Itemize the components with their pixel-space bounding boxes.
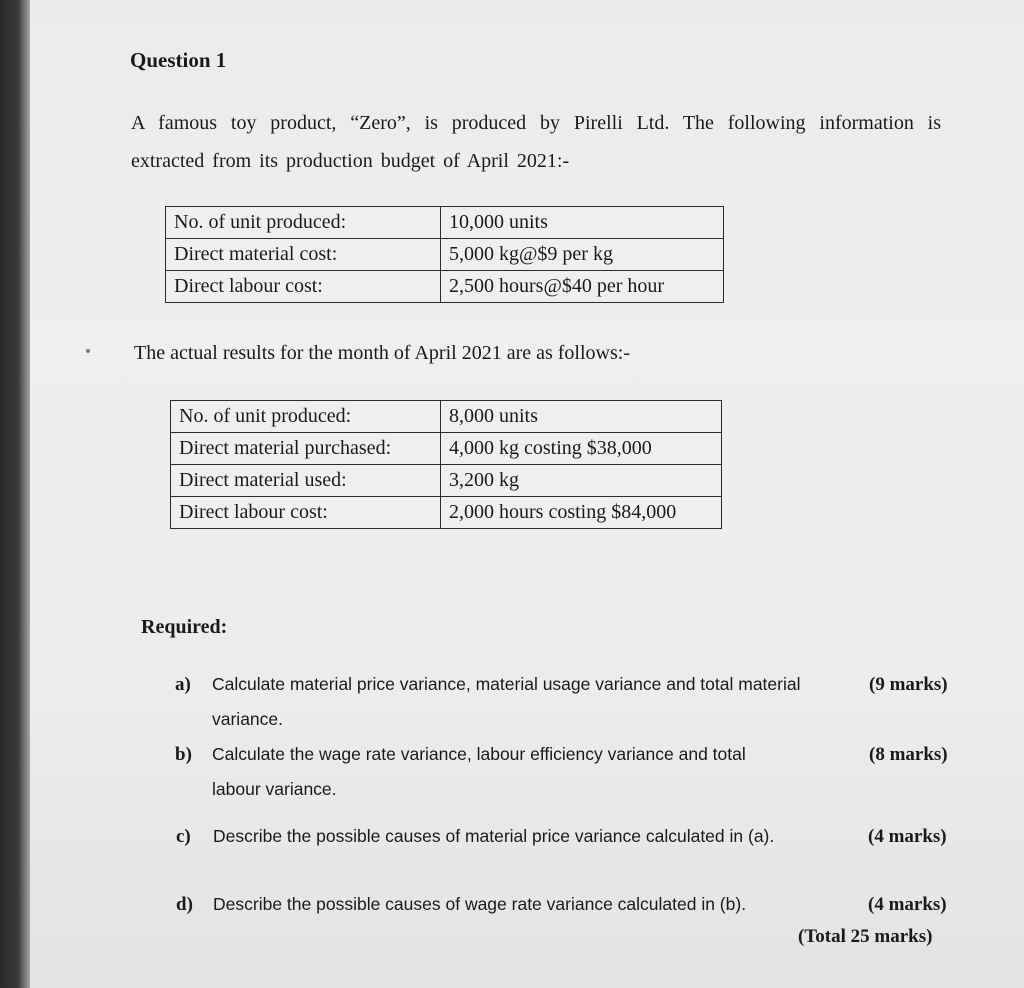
actual-value: 2,000 hours costing $84,000 [441,497,722,529]
question-intro: A famous toy product, “Zero”, is produced by Pirelli Ltd. The following information is extracted from its production budget of April 2021:- [131,112,941,172]
part-text-line1: Calculate material price variance, material usage variance and total material [212,674,801,694]
budget-value: 2,500 hours@$40 per hour [441,271,724,303]
actual-value: 3,200 kg [441,465,722,497]
required-part-a [175,667,975,737]
part-letter: a) [175,674,191,695]
part-marks: (4 marks) [868,894,947,915]
table-row [171,497,722,529]
actual-label: Direct labour cost: [171,497,441,529]
part-letter: b) [175,744,192,765]
actual-value: 8,000 units [441,401,722,433]
table-row [171,401,722,433]
part-marks: (4 marks) [868,826,947,847]
question-title: Question 1 [130,48,227,72]
budget-label: Direct labour cost: [166,271,441,303]
table-row [166,207,724,239]
actual-label: Direct material purchased: [171,433,441,465]
budget-label: No. of unit produced: [166,207,441,239]
table-row [171,433,722,465]
part-marks: (9 marks) [869,674,948,695]
part-text-line2: variance. [212,709,284,729]
budget-table [165,206,724,303]
table-row [171,465,722,497]
part-marks: (8 marks) [869,744,948,765]
actual-label: No. of unit produced: [171,401,441,433]
stray-dot [86,349,90,353]
actual-label: Direct material used: [171,465,441,497]
table-row [166,271,724,303]
actual-results-table [170,400,722,529]
table-row [166,239,724,271]
part-text-line1: Calculate the wage rate variance, labour efficiency variance and total [212,744,746,764]
document-page [30,0,1024,988]
actual-value: 4,000 kg costing $38,000 [441,433,722,465]
part-text-line2: labour variance. [212,779,337,799]
budget-label: Direct material cost: [166,239,441,271]
budget-value: 5,000 kg@$9 per kg [441,239,724,271]
required-heading: Required: [141,616,228,638]
part-letter: c) [176,826,191,847]
part-letter: d) [176,894,193,915]
actual-results-intro: The actual results for the month of April 2021 are as follows:- [134,342,630,364]
part-text-line1: Describe the possible causes of material price variance calculated in (a). [213,826,775,846]
required-part-c [176,819,976,854]
budget-value: 10,000 units [441,207,724,239]
required-part-b [175,737,975,807]
required-part-d [176,887,976,922]
total-marks: (Total 25 marks) [798,926,933,947]
part-text-line1: Describe the possible causes of wage rate variance calculated in (b). [213,894,747,914]
